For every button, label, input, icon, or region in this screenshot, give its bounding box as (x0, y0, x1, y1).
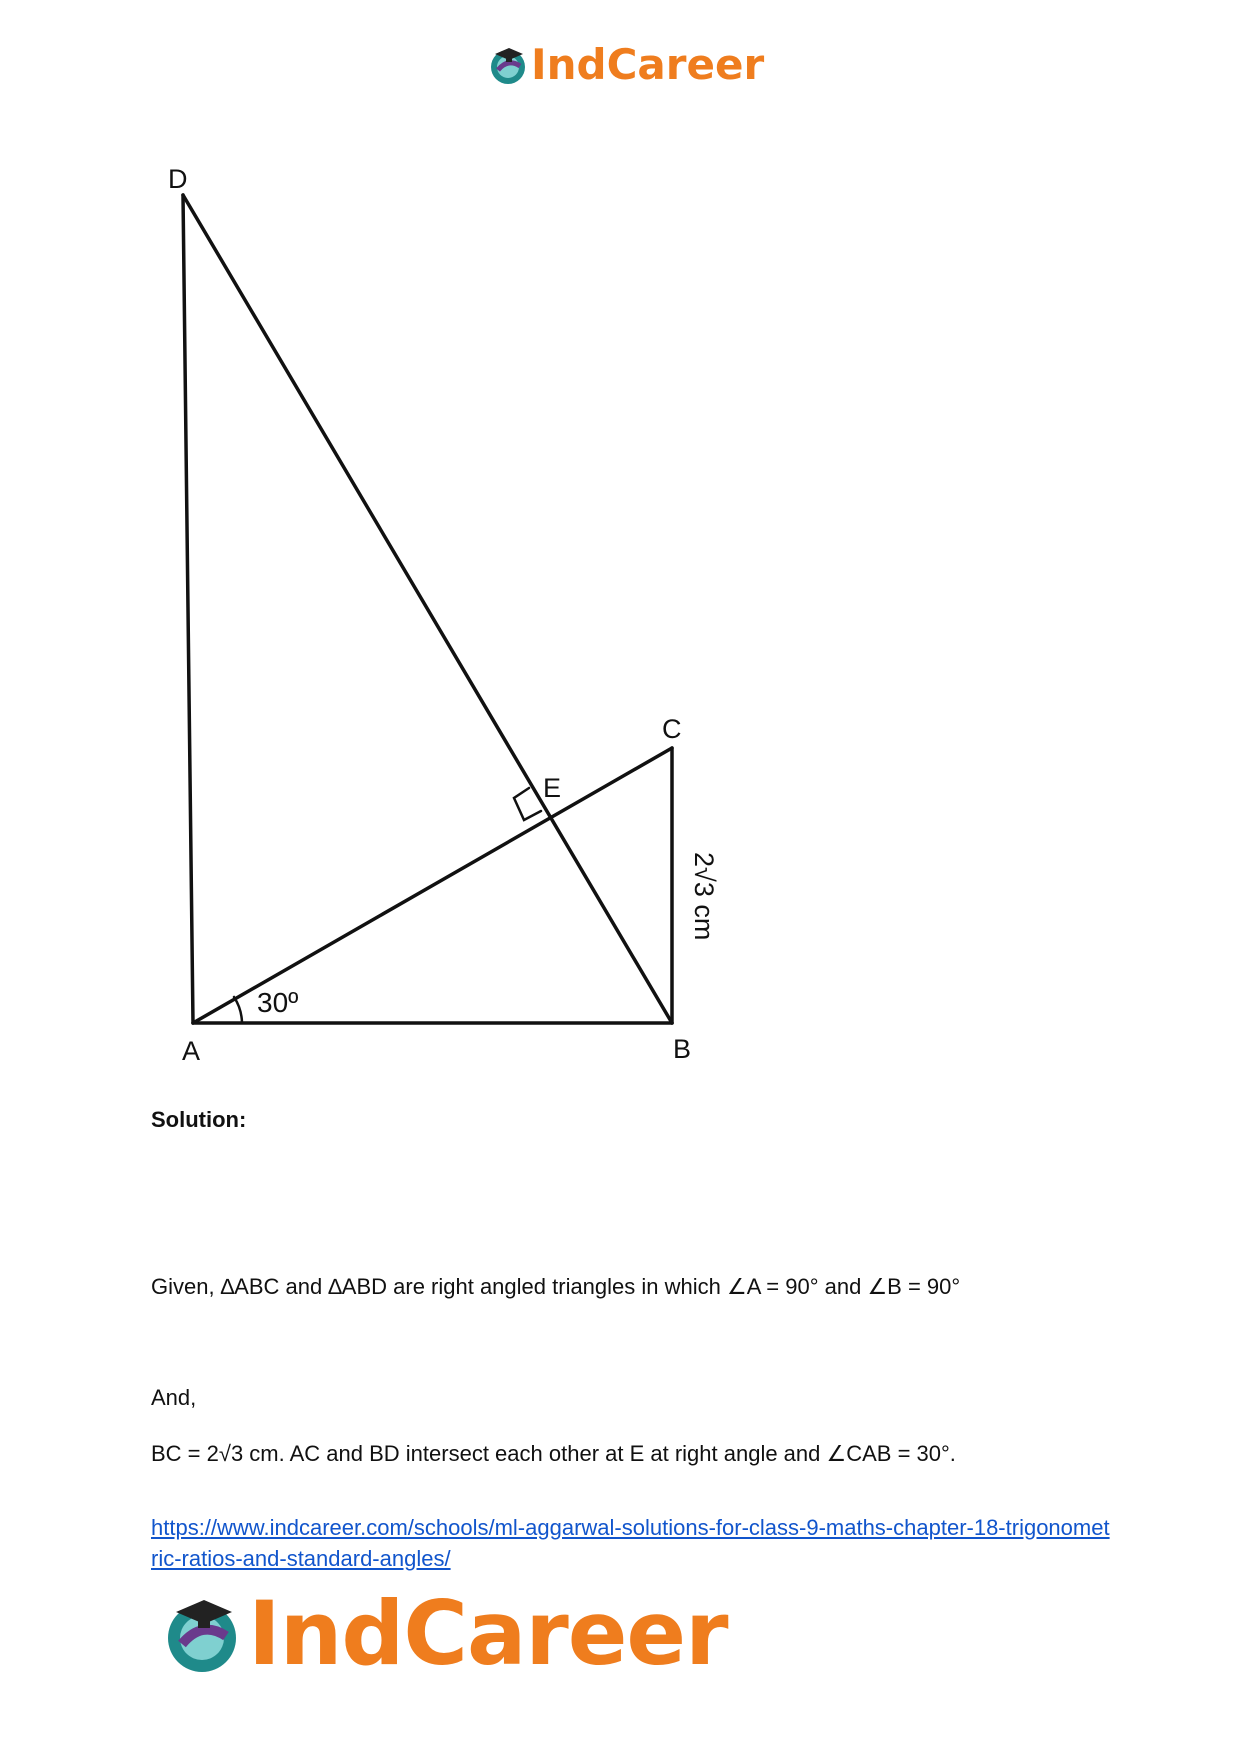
graduation-globe-icon (160, 1592, 244, 1676)
point-label-e: E (543, 773, 562, 803)
point-label-a: A (182, 1036, 201, 1065)
header-logo-text: IndCareer (531, 40, 765, 89)
side-label-bc: 2√3 cm (689, 852, 719, 941)
point-label-b: B (673, 1034, 692, 1064)
angle-arc (234, 997, 242, 1023)
segment-ac (193, 748, 672, 1023)
point-label-c: C (662, 714, 682, 744)
segment-db (183, 195, 672, 1023)
bc-statement: BC = 2√3 cm. AC and BD intersect each other at E at right angle and ∠CAB = 30°. (151, 1441, 956, 1466)
solution-heading: Solution: (151, 1107, 247, 1132)
footer-logo (160, 1582, 728, 1685)
header-logo (487, 40, 764, 89)
source-link[interactable]: https://www.indcareer.com/schools/ml-aggarwal-solutions-for-class-9-maths-chapter-18-trigonometric-ratios-and-standard-angles/ (151, 1515, 1110, 1571)
graduation-globe-icon (487, 44, 529, 86)
segment-ad (183, 195, 193, 1023)
footer-logo-text: IndCareer (248, 1582, 728, 1685)
given-statement: Given, ∆ABC and ∆ABD are right angled triangles in which ∠A = 90° and ∠B = 90° (151, 1274, 961, 1299)
and-statement: And, (151, 1385, 197, 1410)
triangle-figure (150, 155, 750, 1065)
point-label-d: D (168, 164, 188, 194)
angle-label: 30º (257, 987, 299, 1018)
